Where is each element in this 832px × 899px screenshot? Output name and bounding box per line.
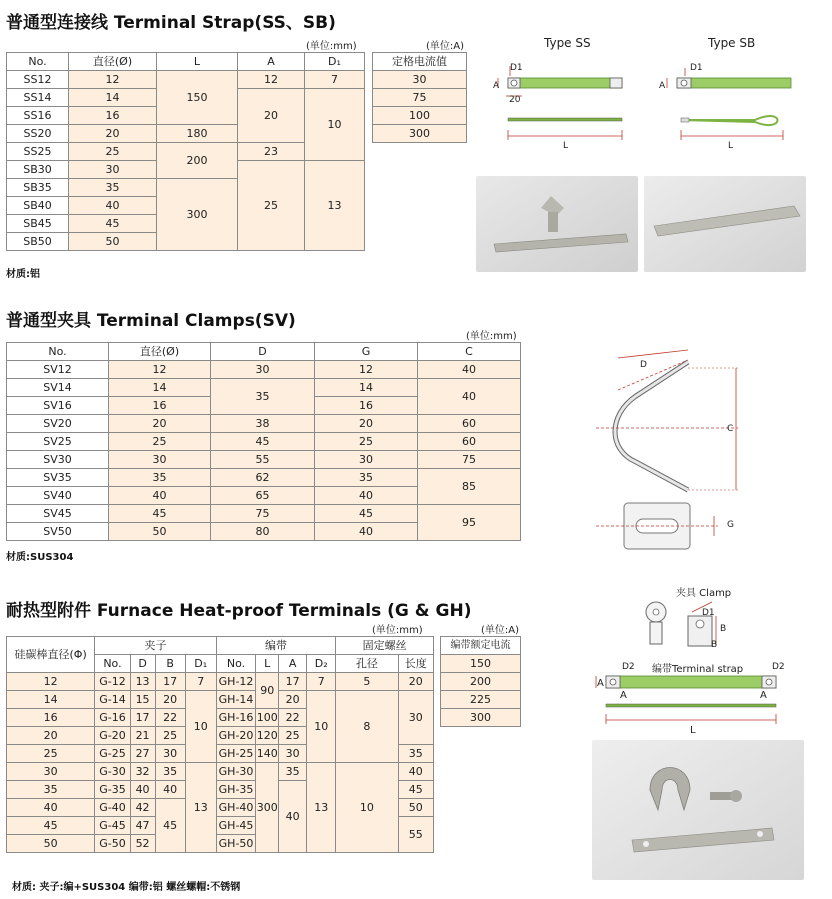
cell: 45 bbox=[109, 505, 211, 523]
cell: 75 bbox=[211, 505, 315, 523]
section3-title: 耐热型附件 Furnace Heat-proof Terminals (G & GH) bbox=[6, 601, 472, 621]
cell: 22 bbox=[155, 709, 185, 727]
cell: 30 bbox=[211, 361, 315, 379]
cell: SS12 bbox=[7, 71, 69, 89]
current-rating-table bbox=[372, 52, 467, 143]
cell: 38 bbox=[211, 415, 315, 433]
clamp-drawing bbox=[588, 340, 768, 560]
sb-l-label: L bbox=[728, 141, 734, 151]
cell: 20 bbox=[69, 125, 157, 143]
cell: 50 bbox=[109, 523, 211, 541]
cell: 30 bbox=[315, 451, 418, 469]
cell: 32 bbox=[130, 763, 155, 781]
cell: GH-12 bbox=[216, 673, 255, 691]
section3-material: 材质: 夹子:编+SUS304 编带:铝 螺丝螺帽:不锈钢 bbox=[12, 882, 241, 893]
header-l: L bbox=[157, 53, 238, 71]
cell: 47 bbox=[130, 817, 155, 835]
cell: 30 bbox=[109, 451, 211, 469]
cell: SV20 bbox=[7, 415, 109, 433]
cell: 40 bbox=[69, 197, 157, 215]
cell: 100 bbox=[373, 107, 467, 125]
ss-20-label: 20 bbox=[509, 95, 521, 105]
cell: 30 bbox=[398, 691, 433, 745]
cell: 21 bbox=[130, 727, 155, 745]
cell: 16 bbox=[69, 107, 157, 125]
cell: G-50 bbox=[95, 835, 130, 853]
cell: 20 bbox=[155, 691, 185, 709]
cell: 40 bbox=[398, 763, 433, 781]
cell: 50 bbox=[7, 835, 95, 853]
clamp-g-label: G bbox=[727, 520, 734, 530]
cell: 15 bbox=[130, 691, 155, 709]
cell: 120 bbox=[256, 727, 279, 745]
strap-l-label: L bbox=[690, 725, 696, 736]
cell: 95 bbox=[418, 505, 521, 541]
section1-unit-a: (单位:A) bbox=[426, 41, 465, 52]
cell: 20 bbox=[238, 89, 305, 143]
cell: 20 bbox=[315, 415, 418, 433]
header-g-no: No. bbox=[95, 655, 130, 673]
cell: G-16 bbox=[95, 709, 130, 727]
header-a: A bbox=[238, 53, 305, 71]
section1-unit-mm: (单位:mm) bbox=[306, 41, 357, 52]
cell: GH-20 bbox=[216, 727, 255, 745]
cell: G-14 bbox=[95, 691, 130, 709]
cell: 225 bbox=[441, 691, 521, 709]
cell: SS14 bbox=[7, 89, 69, 107]
cell: GH-25 bbox=[216, 745, 255, 763]
cell: 35 bbox=[69, 179, 157, 197]
cell: 40 bbox=[7, 799, 95, 817]
cell: 60 bbox=[418, 433, 521, 451]
cell: GH-40 bbox=[216, 799, 255, 817]
cell: SS16 bbox=[7, 107, 69, 125]
cell: 62 bbox=[211, 469, 315, 487]
terminal-clamps-table bbox=[6, 342, 521, 541]
header-d: D bbox=[211, 343, 315, 361]
header-no: No. bbox=[7, 53, 69, 71]
cell: 150 bbox=[441, 655, 521, 673]
cell: 8 bbox=[336, 691, 398, 763]
strap-current-table bbox=[440, 636, 521, 727]
cell: 10 bbox=[307, 691, 336, 763]
cell: SV25 bbox=[7, 433, 109, 451]
cell: 25 bbox=[69, 143, 157, 161]
cell: 7 bbox=[185, 673, 216, 691]
cell: 45 bbox=[69, 215, 157, 233]
cell: 17 bbox=[279, 673, 307, 691]
cell: 16 bbox=[315, 397, 418, 415]
cell: 27 bbox=[130, 745, 155, 763]
cell: GH-16 bbox=[216, 709, 255, 727]
header-g: G bbox=[315, 343, 418, 361]
heat-proof-table bbox=[6, 636, 434, 853]
cell: 5 bbox=[336, 673, 398, 691]
cell: 12 bbox=[109, 361, 211, 379]
clamp-b-label-1: B bbox=[720, 624, 727, 634]
cell: 12 bbox=[7, 673, 95, 691]
strap-a-left-label: A bbox=[597, 678, 604, 689]
cell: 7 bbox=[307, 673, 336, 691]
cell: 35 bbox=[279, 763, 307, 781]
cell: 20 bbox=[398, 673, 433, 691]
cell: SB50 bbox=[7, 233, 69, 251]
header-g-b: B bbox=[155, 655, 185, 673]
cell: 40 bbox=[315, 487, 418, 505]
cell: 13 bbox=[130, 673, 155, 691]
cell: 25 bbox=[315, 433, 418, 451]
header-g-d1: D₁ bbox=[185, 655, 216, 673]
cell: G-35 bbox=[95, 781, 130, 799]
cell: 22 bbox=[279, 709, 307, 727]
header-strap-group: 编带 bbox=[216, 637, 335, 655]
cell: 30 bbox=[373, 71, 467, 89]
cell: 10 bbox=[185, 691, 216, 763]
clamp-c-label: C bbox=[727, 424, 734, 434]
cell: 100 bbox=[256, 709, 279, 727]
cell: G-30 bbox=[95, 763, 130, 781]
cell: 150 bbox=[157, 71, 238, 125]
clamp-label: 夹具 Clamp bbox=[676, 588, 732, 599]
section1-title: 普通型连接线 Terminal Strap(SS、SB) bbox=[6, 13, 336, 33]
header-gh-d2: D₂ bbox=[307, 655, 336, 673]
header-length: 长度 bbox=[398, 655, 433, 673]
cell: 35 bbox=[315, 469, 418, 487]
sb-d1-label: D1 bbox=[690, 63, 703, 73]
header-gh-l: L bbox=[256, 655, 279, 673]
cell: 20 bbox=[7, 727, 95, 745]
cell: 35 bbox=[398, 745, 433, 763]
header-rod-diameter: 硅碳棒直径(Φ) bbox=[7, 637, 95, 673]
cell: 80 bbox=[211, 523, 315, 541]
header-d1: D₁ bbox=[305, 53, 365, 71]
cell: 25 bbox=[155, 727, 185, 745]
cell: 16 bbox=[109, 397, 211, 415]
cell: 35 bbox=[7, 781, 95, 799]
cell: 65 bbox=[211, 487, 315, 505]
cell: 10 bbox=[305, 89, 365, 161]
cell: 52 bbox=[130, 835, 155, 853]
cell: 25 bbox=[279, 727, 307, 745]
cell: 45 bbox=[7, 817, 95, 835]
cell: SB45 bbox=[7, 215, 69, 233]
cell: 60 bbox=[418, 415, 521, 433]
cell: SV35 bbox=[7, 469, 109, 487]
header-hole: 孔径 bbox=[336, 655, 398, 673]
cell: 12 bbox=[238, 71, 305, 89]
section2-unit-mm: (单位:mm) bbox=[466, 331, 517, 342]
cell: 14 bbox=[7, 691, 95, 709]
cell: 140 bbox=[256, 745, 279, 763]
cell: 20 bbox=[279, 691, 307, 709]
cell: 75 bbox=[373, 89, 467, 107]
cell: GH-50 bbox=[216, 835, 255, 853]
cell: 23 bbox=[238, 143, 305, 161]
sb-photo bbox=[644, 176, 806, 272]
header-current: 定格电流值 bbox=[373, 53, 467, 71]
cell: GH-45 bbox=[216, 817, 255, 835]
cell: 35 bbox=[211, 379, 315, 415]
cell: 40 bbox=[418, 379, 521, 415]
cell: 180 bbox=[157, 125, 238, 143]
cell: 45 bbox=[315, 505, 418, 523]
cell: SV50 bbox=[7, 523, 109, 541]
cell: 75 bbox=[418, 451, 521, 469]
cell: 200 bbox=[157, 143, 238, 179]
cell: G-25 bbox=[95, 745, 130, 763]
cell: SB35 bbox=[7, 179, 69, 197]
cell: 16 bbox=[7, 709, 95, 727]
cell: 30 bbox=[155, 745, 185, 763]
cell: 25 bbox=[7, 745, 95, 763]
cell: 55 bbox=[398, 817, 433, 853]
cell: 25 bbox=[109, 433, 211, 451]
cell: 300 bbox=[441, 709, 521, 727]
clamp-d-label: D bbox=[640, 360, 647, 370]
cell: 12 bbox=[315, 361, 418, 379]
cell: SS20 bbox=[7, 125, 69, 143]
strap-a-bottom-label: A bbox=[620, 690, 627, 701]
section2-title: 普通型夹具 Terminal Clamps(SV) bbox=[6, 311, 296, 331]
cell: G-20 bbox=[95, 727, 130, 745]
cell: SV12 bbox=[7, 361, 109, 379]
header-diameter: 直径(Ø) bbox=[109, 343, 211, 361]
section2-material: 材质:SUS304 bbox=[6, 552, 74, 563]
cell: G-12 bbox=[95, 673, 130, 691]
cell: 13 bbox=[307, 763, 336, 853]
cell: 25 bbox=[238, 161, 305, 251]
cell: 14 bbox=[69, 89, 157, 107]
cell: GH-35 bbox=[216, 781, 255, 799]
cell: 300 bbox=[157, 179, 238, 251]
cell: 20 bbox=[109, 415, 211, 433]
sb-a-label: A bbox=[659, 81, 666, 91]
cell: 50 bbox=[398, 799, 433, 817]
cell: SV16 bbox=[7, 397, 109, 415]
header-gh-a: A bbox=[279, 655, 307, 673]
cell: GH-30 bbox=[216, 763, 255, 781]
cell: 13 bbox=[305, 161, 365, 251]
cell: SV30 bbox=[7, 451, 109, 469]
cell: 45 bbox=[398, 781, 433, 799]
cell: 30 bbox=[279, 745, 307, 763]
cell: 35 bbox=[155, 763, 185, 781]
header-clamp-group: 夹子 bbox=[95, 637, 217, 655]
ss-a-label: A bbox=[493, 81, 500, 91]
cell: 42 bbox=[130, 799, 155, 817]
cell: 14 bbox=[315, 379, 418, 397]
cell: 300 bbox=[373, 125, 467, 143]
header-gh-no: No. bbox=[216, 655, 255, 673]
clamp-d1-label: D1 bbox=[702, 608, 715, 618]
strap-label: 编带Terminal strap bbox=[652, 664, 744, 675]
cell: 55 bbox=[211, 451, 315, 469]
cell: 10 bbox=[336, 763, 398, 853]
cell: 200 bbox=[441, 673, 521, 691]
cell: SV40 bbox=[7, 487, 109, 505]
cell: SB30 bbox=[7, 161, 69, 179]
strap-d2-left-label: D2 bbox=[622, 662, 635, 672]
cell: 40 bbox=[418, 361, 521, 379]
type-sb-label: Type SB bbox=[708, 36, 756, 50]
strap-d2-right-label: D2 bbox=[772, 662, 785, 672]
terminal-strap-table bbox=[6, 52, 365, 251]
cell: 40 bbox=[109, 487, 211, 505]
cell: 45 bbox=[211, 433, 315, 451]
cell: 30 bbox=[7, 763, 95, 781]
cell: 17 bbox=[155, 673, 185, 691]
cell: SV45 bbox=[7, 505, 109, 523]
cell: 45 bbox=[155, 799, 185, 853]
cell: 7 bbox=[305, 71, 365, 89]
cell: 300 bbox=[256, 763, 279, 853]
header-strap-current: 编带额定电流 bbox=[441, 637, 521, 655]
cell: 35 bbox=[109, 469, 211, 487]
cell: 13 bbox=[185, 763, 216, 853]
cell: 40 bbox=[130, 781, 155, 799]
cell: 12 bbox=[69, 71, 157, 89]
cell: 30 bbox=[69, 161, 157, 179]
cell: 17 bbox=[130, 709, 155, 727]
cell: 40 bbox=[279, 781, 307, 853]
type-ss-label: Type SS bbox=[544, 36, 591, 50]
header-no: No. bbox=[7, 343, 109, 361]
section3-unit-a: (单位:A) bbox=[481, 625, 520, 636]
ss-photo bbox=[476, 176, 638, 272]
cell: 85 bbox=[418, 469, 521, 505]
section1-material: 材质:铝 bbox=[6, 269, 40, 280]
cell: 14 bbox=[109, 379, 211, 397]
cell: SV14 bbox=[7, 379, 109, 397]
ss-l-label: L bbox=[563, 141, 569, 151]
ss-d1-label: D1 bbox=[510, 63, 523, 73]
section3-unit-mm: (单位:mm) bbox=[372, 625, 423, 636]
header-screw-group: 固定螺丝 bbox=[336, 637, 434, 655]
cell: SB40 bbox=[7, 197, 69, 215]
heat-proof-photo bbox=[592, 740, 804, 880]
cell: 40 bbox=[155, 781, 185, 799]
clamp-b-label-2: B bbox=[711, 640, 718, 650]
strap-a-right-label: A bbox=[760, 690, 767, 701]
cell: 40 bbox=[315, 523, 418, 541]
header-g-d: D bbox=[130, 655, 155, 673]
cell: SS25 bbox=[7, 143, 69, 161]
cell: 50 bbox=[69, 233, 157, 251]
cell: G-40 bbox=[95, 799, 130, 817]
cell: G-45 bbox=[95, 817, 130, 835]
header-c: C bbox=[418, 343, 521, 361]
cell: GH-14 bbox=[216, 691, 255, 709]
header-diameter: 直径(Ø) bbox=[69, 53, 157, 71]
cell: 90 bbox=[256, 673, 279, 709]
